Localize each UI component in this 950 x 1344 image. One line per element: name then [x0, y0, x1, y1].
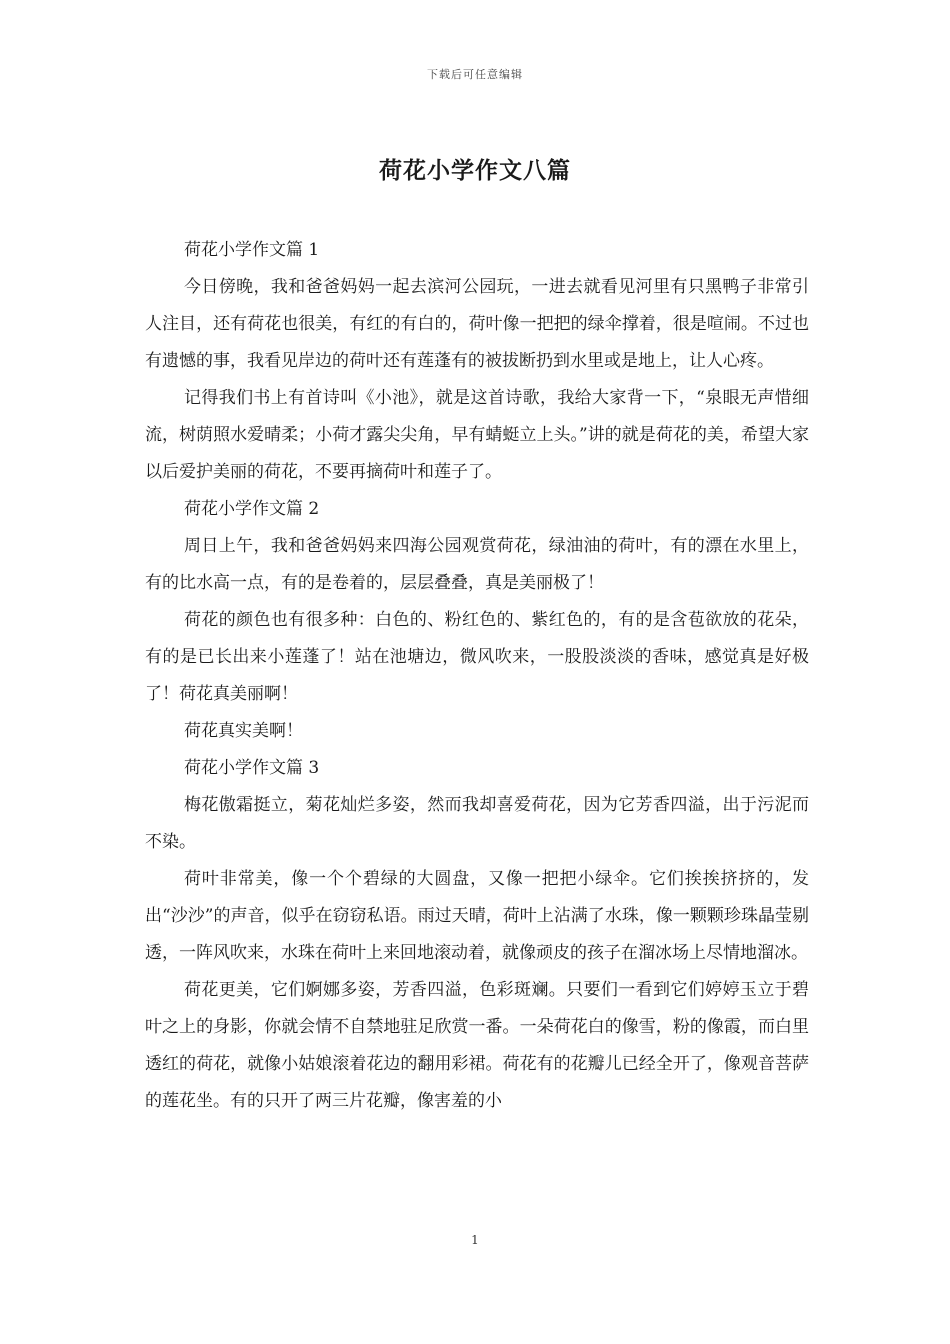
section-heading-1: 荷花小学作文篇 1 [184, 240, 320, 260]
document-body [145, 232, 809, 1120]
page-number: 1 [471, 1233, 479, 1247]
header-note: 下载后可任意编辑 [427, 68, 523, 81]
paragraph: 荷花的颜色也有很多种：白色的、粉红色的、紫红色的，有的是含苞欲放的花朵，有的是已长出来小莲蓬了！站在池塘边，微风吹来，一股股淡淡的香味，感觉真是好极了！荷花真美丽啊！ [145, 610, 809, 704]
paragraph: 荷叶非常美，像一个个碧绿的大圆盘，又像一把把小绿伞。它们挨挨挤挤的，发出“沙沙”的声音，似乎在窃窃私语。雨过天晴，荷叶上沾满了水珠，像一颗颗珍珠晶莹剔透，一阵风吹来，水珠在荷叶上来回地滚动着，就像顽皮的孩子在溜冰场上尽情地溜冰。 [145, 869, 809, 963]
section-heading-2: 荷花小学作文篇 2 [184, 499, 320, 519]
document-title: 荷花小学作文八篇 [379, 157, 571, 184]
paragraph: 记得我们书上有首诗叫《小池》，就是这首诗歌，我给大家背一下，“泉眼无声惜细流，树荫照水爱晴柔；小荷才露尖尖角，早有蜻蜓立上头。”讲的就是荷花的美，希望大家以后爱护美丽的荷花，不要再摘荷叶和莲子了。 [145, 388, 809, 482]
paragraph: 今日傍晚，我和爸爸妈妈一起去滨河公园玩，一进去就看见河里有只黑鸭子非常引人注目，还有荷花也很美，有红的有白的，荷叶像一把把的绿伞撑着，很是喧闹。不过也有遗憾的事，我看见岸边的荷叶还有莲蓬有的被拔断扔到水里或是地上，让人心疼。 [145, 277, 809, 371]
paragraph: 荷花真实美啊！ [184, 721, 303, 741]
paragraph: 荷花更美，它们婀娜多姿，芳香四溢，色彩斑斓。只要们一看到它们婷婷玉立于碧叶之上的身影，你就会情不自禁地驻足欣赏一番。一朵荷花白的像雪，粉的像霞，而白里透红的荷花，就像小姑娘滚着花边的翻用彩裙。荷花有的花瓣儿已经全开了，像观音菩萨的莲花坐。有的只开了两三片花瓣，像害羞的小 [145, 980, 809, 1111]
paragraph: 梅花傲霜挺立，菊花灿烂多姿，然而我却喜爱荷花，因为它芳香四溢，出于污泥而不染。 [145, 795, 809, 852]
paragraph: 周日上午，我和爸爸妈妈来四海公园观赏荷花，绿油油的荷叶，有的漂在水里上，有的比水高一点，有的是卷着的，层层叠叠，真是美丽极了！ [145, 536, 809, 593]
section-heading-3: 荷花小学作文篇 3 [184, 758, 320, 778]
